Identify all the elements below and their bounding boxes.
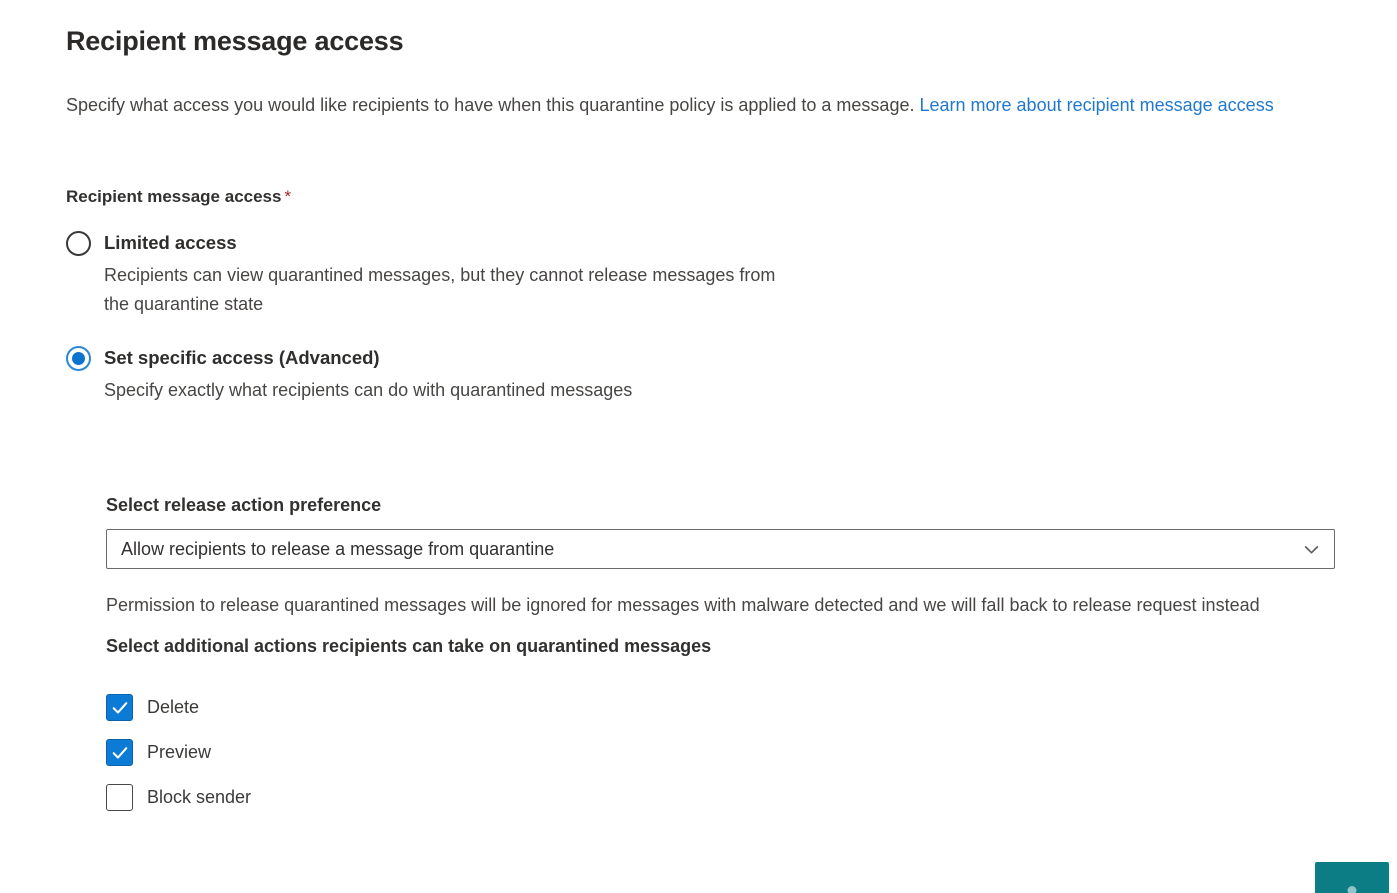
radio-button-icon[interactable] bbox=[66, 346, 91, 371]
checkbox-label[interactable]: Preview bbox=[147, 742, 212, 762]
page-description bbox=[66, 91, 1332, 120]
release-preference-label: Select release action preference bbox=[106, 495, 382, 515]
page-title: Recipient message access bbox=[66, 26, 404, 56]
checkbox-row-block-sender[interactable] bbox=[106, 784, 1332, 811]
radio-option-set-specific-access[interactable] bbox=[66, 345, 1332, 405]
checkmark-icon bbox=[112, 701, 128, 715]
learn-more-link[interactable]: Learn more about recipient message access bbox=[919, 95, 1274, 115]
radio-option-label[interactable]: Limited access bbox=[104, 232, 237, 253]
feedback-smiley-icon bbox=[1348, 886, 1357, 893]
dropdown-selected-value: Allow recipients to release a message from quarantine bbox=[121, 538, 555, 559]
radio-option-label[interactable]: Set specific access (Advanced) bbox=[104, 347, 380, 368]
feedback-button[interactable] bbox=[1315, 862, 1389, 893]
access-field-label-text: Recipient message access bbox=[66, 187, 282, 206]
radio-option-body bbox=[104, 230, 794, 319]
radio-option-description: Recipients can view quarantined messages, but they cannot release messages from the quarantine state bbox=[104, 265, 776, 314]
release-preference-dropdown[interactable] bbox=[106, 529, 1335, 569]
radio-option-body bbox=[104, 345, 632, 405]
release-permission-note: Permission to release quarantined messages will be ignored for messages with malware detected and we will fall back to release request instead bbox=[106, 595, 1260, 615]
radio-option-description: Specify exactly what recipients can do with quarantined messages bbox=[104, 380, 633, 400]
checkbox-icon[interactable] bbox=[106, 694, 133, 721]
radio-option-limited-access[interactable] bbox=[66, 230, 1332, 319]
advanced-access-section bbox=[106, 493, 1332, 811]
checkbox-row-delete[interactable] bbox=[106, 694, 1332, 721]
description-text: Specify what access you would like recipients to have when this quarantine policy is applied to a message. bbox=[66, 95, 915, 115]
checkbox-label[interactable]: Delete bbox=[147, 697, 200, 717]
chevron-down-icon[interactable] bbox=[1303, 541, 1320, 558]
checkmark-icon bbox=[112, 746, 128, 760]
checkbox-icon[interactable] bbox=[106, 739, 133, 766]
access-field-label bbox=[66, 186, 1332, 208]
additional-actions-label: Select additional actions recipients can take on quarantined messages bbox=[106, 636, 712, 656]
checkbox-row-preview[interactable] bbox=[106, 739, 1332, 766]
radio-button-icon[interactable] bbox=[66, 231, 91, 256]
additional-actions-list bbox=[106, 694, 1332, 811]
required-asterisk: * bbox=[284, 187, 292, 206]
checkbox-label[interactable]: Block sender bbox=[147, 787, 252, 807]
checkbox-icon[interactable] bbox=[106, 784, 133, 811]
